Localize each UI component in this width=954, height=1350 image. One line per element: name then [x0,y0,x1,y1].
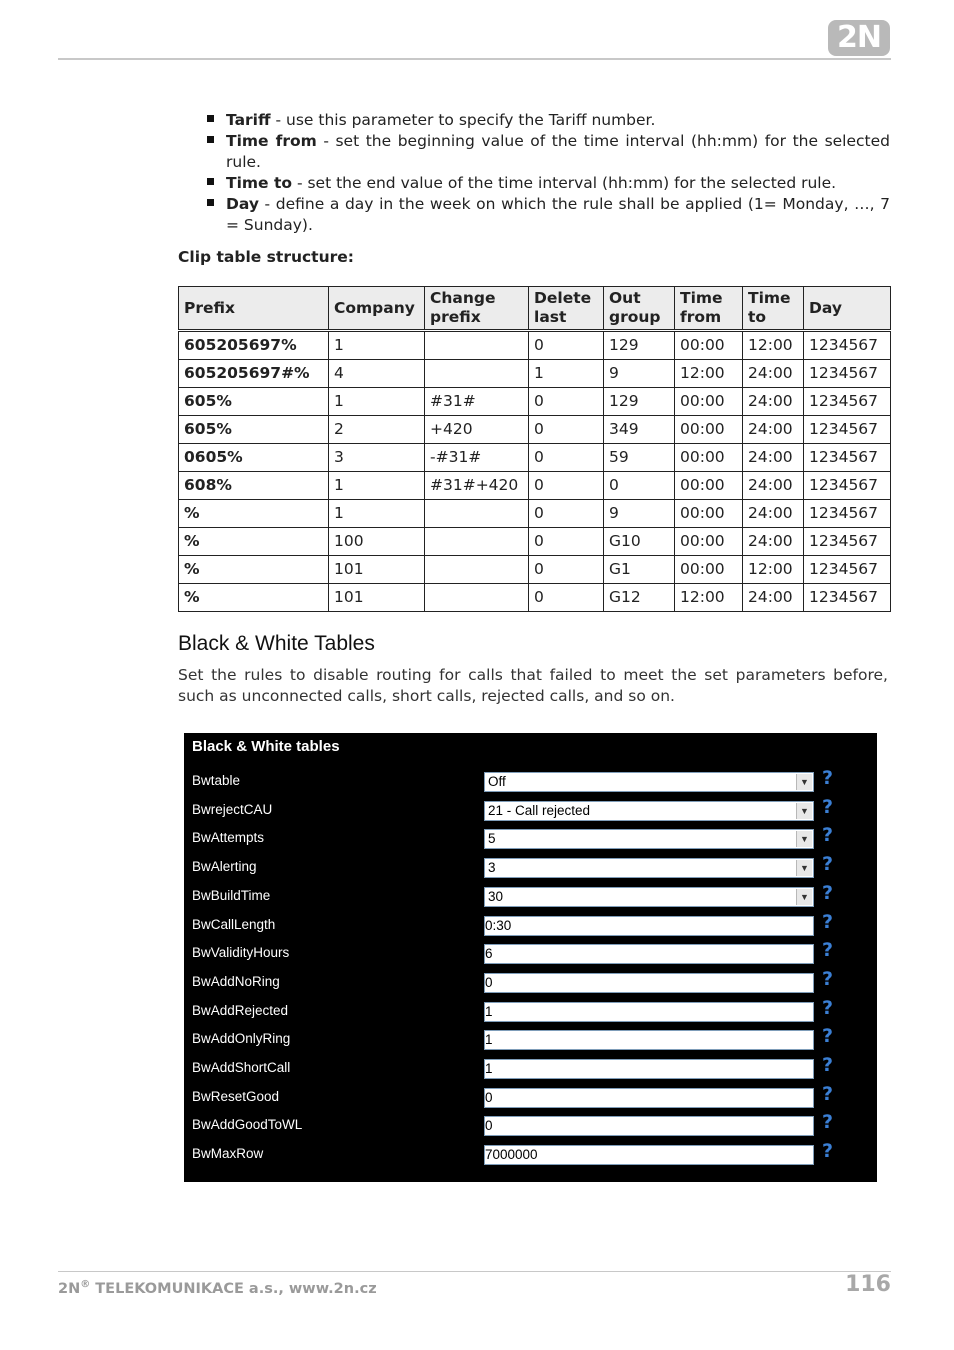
table-row [179,584,891,612]
table-cell: 605% [179,416,329,444]
table-row [179,556,891,584]
table-cell: 605205697#% [179,360,329,388]
table-cell: % [179,556,329,584]
table-cell: 605205697% [179,331,329,360]
clip-table-header-cell: Change prefix [425,287,529,331]
bullet-item [206,194,890,236]
table-cell: 1 [329,500,425,528]
table-cell: 1 [329,472,425,500]
field-value: 7000000 [485,1147,538,1163]
setting-label: BwCallLength [192,916,276,932]
setting-label: BwMaxRow [192,1146,264,1162]
table-cell [425,360,529,388]
field-value: 3 [488,860,496,876]
table-cell: 00:00 [675,331,743,360]
parameter-bullet-list [206,110,890,236]
table-row [179,360,891,388]
brand-logo: 2N [828,20,890,56]
bullet-term: Time to [226,174,293,192]
setting-label: BwAddShortCall [192,1060,291,1075]
table-row [179,388,891,416]
setting-label: BwBuildTime [192,887,271,903]
black-white-tables-panel [184,733,877,1182]
help-icon[interactable]: ? [822,1025,834,1048]
setting-label: BwAddRejected [192,1002,289,1018]
bullet-item [206,131,890,173]
table-cell: 0 [529,584,604,612]
table-cell: 0 [529,556,604,584]
help-icon[interactable]: ? [822,767,834,789]
bwrejectcau-select[interactable] [484,801,814,821]
help-icon[interactable]: ? [822,996,834,1019]
table-cell: 12:00 [743,331,804,360]
chevron-down-icon[interactable]: ▼ [796,831,812,847]
table-cell: 0 [529,388,604,416]
table-cell: 1234567 [804,472,891,500]
help-icon[interactable]: ? [822,910,834,933]
table-cell: 100 [329,528,425,556]
table-cell: 1234567 [804,444,891,472]
table-cell: 0605% [179,444,329,472]
table-cell: 9 [604,360,675,388]
table-cell: 1234567 [804,556,891,584]
setting-row-bwaddrejected [184,996,877,1029]
table-cell: G12 [604,584,675,612]
setting-label: BwAddNoRing [192,973,280,989]
help-icon[interactable]: ? [822,967,834,990]
field-value: 1 [485,1061,493,1076]
table-cell [425,528,529,556]
setting-row-bwalerting [184,853,877,885]
setting-row-bwvalidityhours [184,939,877,971]
setting-label: Bwtable [192,773,241,788]
table-cell: 1234567 [804,584,891,612]
table-cell: 129 [604,388,675,416]
table-cell: 1 [329,388,425,416]
table-row [179,416,891,444]
table-cell: 1234567 [804,500,891,528]
table-cell: 24:00 [743,360,804,388]
clip-table-header-cell: Prefix [179,287,329,331]
table-cell: #31#+420 [425,472,529,500]
table-cell: 4 [329,360,425,388]
bullet-term: Time from [226,132,317,150]
footer-prefix: 2N [58,1280,81,1297]
setting-row-bwcalllength [184,910,877,943]
clip-table-title: Clip table structure: [178,248,354,266]
footer-company-rest: TELEKOMUNIKACE a.s., www.2n.cz [90,1280,377,1297]
table-cell: 1234567 [804,416,891,444]
setting-row-bwtable [184,767,877,799]
table-row [179,331,891,360]
setting-label: BwAlerting [192,859,257,875]
bwbuildtime-select[interactable] [484,887,814,907]
table-cell: 24:00 [743,416,804,444]
help-icon[interactable]: ? [822,1054,834,1076]
table-cell: 24:00 [743,584,804,612]
help-icon[interactable]: ? [822,1111,834,1134]
table-cell: 0 [529,500,604,528]
table-cell: G1 [604,556,675,584]
setting-row-bwaddshortcall [184,1054,877,1086]
help-icon[interactable]: ? [822,824,834,847]
help-icon[interactable]: ? [822,1140,834,1163]
setting-row-bwrejectcau [184,795,877,828]
table-cell: 349 [604,416,675,444]
table-cell: +420 [425,416,529,444]
table-cell: 00:00 [675,472,743,500]
setting-row-bwmaxrow [184,1140,877,1172]
field-value: 0 [485,1118,493,1134]
setting-row-bwattempts [184,824,877,856]
chevron-down-icon[interactable]: ▼ [796,774,812,790]
bullet-term: Day [226,195,259,213]
bwaddnoring-input[interactable] [484,973,814,993]
clip-table-header-row [179,287,891,331]
field-value: 5 [488,831,496,847]
footer-company [58,1279,377,1297]
clip-table-header-cell: Out group [604,287,675,331]
clip-table-header-cell: Delete last [529,287,604,331]
table-cell [425,556,529,584]
table-cell: 3 [329,444,425,472]
table-cell: 0 [604,472,675,500]
table-cell: 24:00 [743,444,804,472]
registered-mark: ® [80,1279,91,1290]
table-cell: 1 [329,331,425,360]
table-cell: 00:00 [675,528,743,556]
field-value: 0 [485,974,493,990]
clip-table [178,286,891,612]
clip-table-header-cell: Company [329,287,425,331]
chevron-down-icon[interactable]: ▼ [796,803,812,819]
bwalerting-select[interactable] [484,858,814,878]
setting-row-bwaddgoodtowl [184,1111,877,1143]
table-cell: 1234567 [804,528,891,556]
bullet-item [206,110,890,131]
table-row [179,472,891,500]
table-cell: 00:00 [675,416,743,444]
table-row [179,444,891,472]
setting-label: BwAddOnlyRing [192,1031,291,1047]
table-cell: 12:00 [675,584,743,612]
table-cell: #31# [425,388,529,416]
bwresetgood-input[interactable] [484,1088,814,1108]
setting-label: BwResetGood [192,1088,280,1104]
section-title: Black & White Tables [178,632,375,655]
bwaddgoodtowl-input[interactable] [484,1116,814,1136]
setting-row-bwaddonlyring [184,1025,877,1057]
table-cell: % [179,584,329,612]
bwaddrejected-input[interactable] [484,1002,814,1022]
table-cell: -#31# [425,444,529,472]
table-cell: 24:00 [743,472,804,500]
table-cell: 00:00 [675,444,743,472]
field-value: 1 [485,1032,493,1048]
clip-table-header-cell: Time to [743,287,804,331]
table-row [179,500,891,528]
field-value: 1 [485,1003,493,1019]
table-cell: 00:00 [675,388,743,416]
setting-label: BwValidityHours [192,945,290,961]
table-cell: 00:00 [675,500,743,528]
table-cell: 129 [604,331,675,360]
table-cell: 24:00 [743,528,804,556]
table-cell: % [179,528,329,556]
table-cell: 24:00 [743,500,804,528]
table-cell: 608% [179,472,329,500]
table-cell: 1234567 [804,331,891,360]
table-cell: 1234567 [804,360,891,388]
bullet-text: - use this parameter to specify the Tariff number. [270,111,656,129]
help-icon[interactable]: ? [822,939,834,962]
table-cell: 12:00 [675,360,743,388]
help-icon[interactable]: ? [822,853,834,876]
table-cell: 9 [604,500,675,528]
bwvalidityhours-input[interactable] [484,944,814,964]
section-paragraph: Set the rules to disable routing for calls that failed to meet the set parameters before, such as unconnected calls, short calls, rejected calls, and so on. [178,666,888,705]
table-row [179,528,891,556]
table-cell: 0 [529,472,604,500]
field-value: 0 [485,1089,493,1105]
bullet-text: - set the beginning value of the time interval (hh:mm) for the selected rule. [226,132,890,171]
field-value: 0:30 [485,917,512,933]
chevron-down-icon[interactable]: ▼ [796,860,812,876]
bwaddonlyring-input[interactable] [484,1030,814,1050]
clip-table-header-cell: Day [804,287,891,331]
table-cell: 1234567 [804,388,891,416]
help-icon[interactable]: ? [822,881,834,904]
field-value: Off [488,774,506,789]
bwtable-select[interactable] [484,772,814,792]
bullet-term: Tariff [226,111,271,129]
table-cell: G10 [604,528,675,556]
table-cell: 0 [529,444,604,472]
bwaddshortcall-input[interactable] [484,1059,814,1079]
setting-row-bwaddnoring [184,967,877,1000]
table-cell: % [179,500,329,528]
table-cell: 605% [179,388,329,416]
footer-divider [58,1271,891,1272]
help-icon[interactable]: ? [822,1082,834,1105]
clip-table-header-cell: Time from [675,287,743,331]
field-value: 21 - Call rejected [488,802,591,818]
chevron-down-icon[interactable]: ▼ [796,889,812,905]
table-cell: 0 [529,416,604,444]
setting-row-bwresetgood [184,1082,877,1115]
table-cell: 24:00 [743,388,804,416]
table-cell: 101 [329,584,425,612]
page-number: 116 [845,1272,891,1297]
table-cell: 12:00 [743,556,804,584]
setting-label: BwAddGoodToWL [192,1117,303,1133]
field-value: 6 [485,946,493,962]
table-cell: 2 [329,416,425,444]
field-value: 30 [488,888,504,904]
panel-title: Black & White tables [192,738,340,755]
table-cell: 101 [329,556,425,584]
clip-table-body [179,331,891,612]
table-cell [425,500,529,528]
bullet-text: - set the end value of the time interval (hh:mm) for the selected rule. [292,174,837,192]
bwmaxrow-input[interactable] [484,1145,814,1165]
table-cell [425,584,529,612]
bwattempts-select[interactable] [484,829,814,849]
help-icon[interactable]: ? [822,795,834,818]
setting-row-bwbuildtime [184,881,877,914]
setting-label: BwrejectCAU [192,801,273,817]
table-cell [425,331,529,360]
bwcalllength-input[interactable] [484,916,814,936]
table-cell: 0 [529,331,604,360]
table-cell: 00:00 [675,556,743,584]
table-cell: 0 [529,528,604,556]
bullet-item [206,173,890,194]
bullet-text: - define a day in the week on which the rule shall be applied (1= Monday, …, 7 = Sunday). [226,195,890,234]
table-cell: 1 [529,360,604,388]
table-cell: 59 [604,444,675,472]
header-divider [58,58,891,60]
setting-label: BwAttempts [192,830,265,846]
